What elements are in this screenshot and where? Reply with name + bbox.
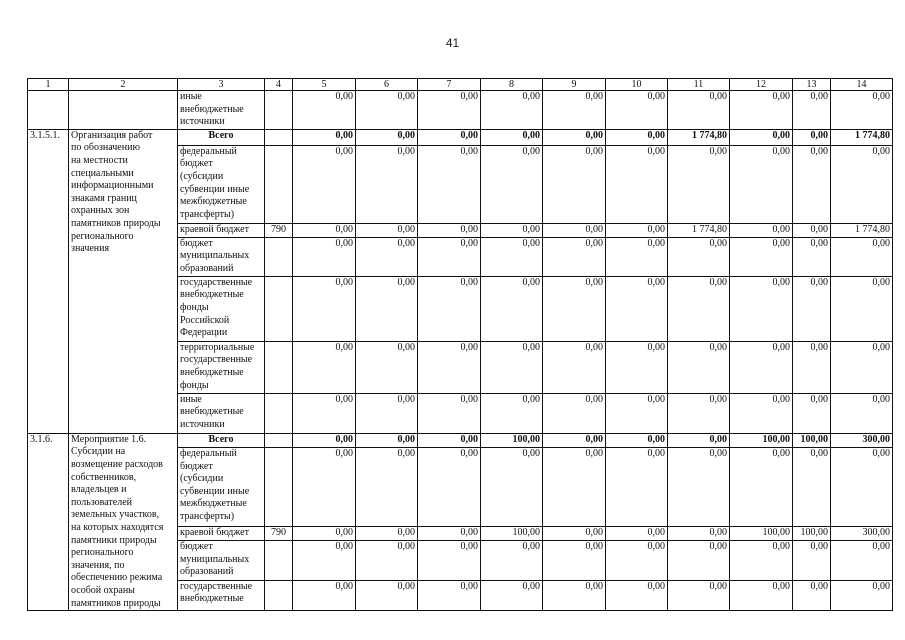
value-cell: 0,00 bbox=[793, 341, 831, 393]
value-cell: 0,00 bbox=[543, 540, 606, 580]
budget-code bbox=[265, 447, 293, 526]
funding-source: бюджет муниципальных образований bbox=[178, 237, 265, 276]
table-row bbox=[28, 91, 893, 130]
value-cell: 0,00 bbox=[543, 129, 606, 145]
column-header-14: 14 bbox=[831, 79, 893, 91]
value-cell: 1 774,80 bbox=[831, 129, 893, 145]
column-header-9: 9 bbox=[543, 79, 606, 91]
value-cell: 0,00 bbox=[481, 237, 543, 276]
value-cell: 0,00 bbox=[481, 540, 543, 580]
value-cell: 0,00 bbox=[481, 145, 543, 223]
value-cell: 0,00 bbox=[793, 540, 831, 580]
column-header-2: 2 bbox=[69, 79, 178, 91]
value-cell: 0,00 bbox=[606, 580, 668, 611]
value-cell: 0,00 bbox=[730, 237, 793, 276]
value-cell: 100,00 bbox=[481, 527, 543, 541]
value-cell: 0,00 bbox=[356, 341, 418, 393]
value-cell: 0,00 bbox=[606, 433, 668, 447]
funding-source: государственные внебюджетные bbox=[178, 580, 265, 611]
section-total-row bbox=[28, 433, 893, 447]
value-cell: 0,00 bbox=[356, 527, 418, 541]
value-cell: 0,00 bbox=[831, 580, 893, 611]
value-cell: 0,00 bbox=[418, 433, 481, 447]
column-header-10: 10 bbox=[606, 79, 668, 91]
budget-code bbox=[265, 129, 293, 145]
value-cell: 0,00 bbox=[668, 276, 730, 341]
value-cell: 0,00 bbox=[606, 447, 668, 526]
funding-source: иные внебюджетные источники bbox=[178, 91, 265, 130]
value-cell: 0,00 bbox=[418, 447, 481, 526]
budget-code bbox=[265, 145, 293, 223]
column-header-12: 12 bbox=[730, 79, 793, 91]
column-header-11: 11 bbox=[668, 79, 730, 91]
value-cell: 0,00 bbox=[793, 223, 831, 237]
row-id bbox=[28, 91, 69, 130]
value-cell: 0,00 bbox=[730, 129, 793, 145]
value-cell: 0,00 bbox=[831, 341, 893, 393]
value-cell: 0,00 bbox=[730, 91, 793, 130]
value-cell: 0,00 bbox=[668, 433, 730, 447]
value-cell: 0,00 bbox=[668, 91, 730, 130]
value-cell: 0,00 bbox=[730, 447, 793, 526]
value-cell: 300,00 bbox=[831, 527, 893, 541]
value-cell: 0,00 bbox=[418, 527, 481, 541]
value-cell: 0,00 bbox=[730, 393, 793, 433]
value-cell: 0,00 bbox=[668, 145, 730, 223]
value-cell: 0,00 bbox=[356, 433, 418, 447]
value-cell: 0,00 bbox=[418, 223, 481, 237]
value-cell: 0,00 bbox=[793, 237, 831, 276]
value-cell: 0,00 bbox=[606, 237, 668, 276]
value-cell: 0,00 bbox=[293, 433, 356, 447]
budget-code: 790 bbox=[265, 223, 293, 237]
budget-code bbox=[265, 91, 293, 130]
value-cell: 0,00 bbox=[793, 580, 831, 611]
budget-code bbox=[265, 580, 293, 611]
page-number: 41 bbox=[445, 36, 460, 50]
column-header-4: 4 bbox=[265, 79, 293, 91]
value-cell: 0,00 bbox=[668, 540, 730, 580]
value-cell: 0,00 bbox=[293, 129, 356, 145]
value-cell: 0,00 bbox=[418, 237, 481, 276]
value-cell: 0,00 bbox=[606, 129, 668, 145]
value-cell: 0,00 bbox=[831, 540, 893, 580]
value-cell: 100,00 bbox=[730, 433, 793, 447]
value-cell: 0,00 bbox=[606, 527, 668, 541]
funding-source: Всего bbox=[178, 129, 265, 145]
value-cell: 0,00 bbox=[668, 580, 730, 611]
value-cell: 0,00 bbox=[293, 527, 356, 541]
value-cell: 0,00 bbox=[831, 447, 893, 526]
value-cell: 0,00 bbox=[543, 145, 606, 223]
table-header bbox=[28, 79, 893, 91]
value-cell: 0,00 bbox=[481, 580, 543, 611]
column-header-5: 5 bbox=[293, 79, 356, 91]
value-cell: 0,00 bbox=[831, 91, 893, 130]
funding-source: иные внебюджетные источники bbox=[178, 393, 265, 433]
value-cell: 0,00 bbox=[543, 433, 606, 447]
value-cell: 0,00 bbox=[418, 341, 481, 393]
value-cell: 1 774,80 bbox=[668, 223, 730, 237]
budget-code bbox=[265, 540, 293, 580]
value-cell: 0,00 bbox=[293, 341, 356, 393]
value-cell: 0,00 bbox=[356, 223, 418, 237]
funding-source: федеральный бюджет (субсидии субвенции иные межбюджетные трансферты) bbox=[178, 447, 265, 526]
value-cell: 0,00 bbox=[481, 393, 543, 433]
value-cell: 0,00 bbox=[793, 393, 831, 433]
row-name bbox=[69, 91, 178, 130]
value-cell: 0,00 bbox=[606, 341, 668, 393]
value-cell: 0,00 bbox=[418, 91, 481, 130]
value-cell: 0,00 bbox=[418, 393, 481, 433]
value-cell: 0,00 bbox=[543, 91, 606, 130]
value-cell: 0,00 bbox=[543, 223, 606, 237]
value-cell: 0,00 bbox=[293, 237, 356, 276]
value-cell: 0,00 bbox=[293, 91, 356, 130]
funding-source: краевой бюджет bbox=[178, 223, 265, 237]
value-cell: 0,00 bbox=[293, 393, 356, 433]
budget-code: 790 bbox=[265, 527, 293, 541]
value-cell: 0,00 bbox=[481, 341, 543, 393]
value-cell: 0,00 bbox=[356, 145, 418, 223]
value-cell: 100,00 bbox=[793, 433, 831, 447]
value-cell: 0,00 bbox=[543, 393, 606, 433]
value-cell: 0,00 bbox=[831, 276, 893, 341]
value-cell: 0,00 bbox=[543, 527, 606, 541]
column-header-7: 7 bbox=[418, 79, 481, 91]
value-cell: 0,00 bbox=[793, 129, 831, 145]
value-cell: 100,00 bbox=[730, 527, 793, 541]
value-cell: 1 774,80 bbox=[831, 223, 893, 237]
value-cell: 0,00 bbox=[481, 276, 543, 341]
value-cell: 0,00 bbox=[668, 237, 730, 276]
value-cell: 0,00 bbox=[293, 580, 356, 611]
value-cell: 0,00 bbox=[356, 580, 418, 611]
column-header-3: 3 bbox=[178, 79, 265, 91]
value-cell: 0,00 bbox=[606, 276, 668, 341]
value-cell: 0,00 bbox=[418, 276, 481, 341]
column-header-1: 1 bbox=[28, 79, 69, 91]
value-cell: 0,00 bbox=[831, 237, 893, 276]
value-cell: 0,00 bbox=[793, 145, 831, 223]
funding-source: государственные внебюджетные фонды Российской Федерации bbox=[178, 276, 265, 341]
value-cell: 0,00 bbox=[418, 540, 481, 580]
column-header-13: 13 bbox=[793, 79, 831, 91]
funding-source: краевой бюджет bbox=[178, 527, 265, 541]
value-cell: 0,00 bbox=[543, 341, 606, 393]
value-cell: 100,00 bbox=[481, 433, 543, 447]
section-total-row bbox=[28, 129, 893, 145]
value-cell: 0,00 bbox=[356, 540, 418, 580]
value-cell: 0,00 bbox=[356, 91, 418, 130]
budget-code bbox=[265, 341, 293, 393]
value-cell: 0,00 bbox=[831, 393, 893, 433]
value-cell: 0,00 bbox=[668, 447, 730, 526]
funding-source: федеральный бюджет (субсидии субвенции иные межбюджетные трансферты) bbox=[178, 145, 265, 223]
value-cell: 0,00 bbox=[543, 276, 606, 341]
value-cell: 0,00 bbox=[831, 145, 893, 223]
value-cell: 0,00 bbox=[418, 580, 481, 611]
value-cell: 0,00 bbox=[730, 341, 793, 393]
value-cell: 0,00 bbox=[606, 540, 668, 580]
budget-code bbox=[265, 276, 293, 341]
section-name: Организация работ по обозначению на местности специальными информационными знакамя границ охранных зон памятников природы регионального значения bbox=[69, 129, 178, 433]
value-cell: 0,00 bbox=[481, 223, 543, 237]
value-cell: 0,00 bbox=[606, 145, 668, 223]
funding-source: территориальные государственные внебюджетные фонды bbox=[178, 341, 265, 393]
value-cell: 0,00 bbox=[793, 91, 831, 130]
value-cell: 0,00 bbox=[543, 447, 606, 526]
column-header-6: 6 bbox=[356, 79, 418, 91]
value-cell: 0,00 bbox=[606, 223, 668, 237]
value-cell: 0,00 bbox=[730, 223, 793, 237]
value-cell: 0,00 bbox=[356, 393, 418, 433]
value-cell: 0,00 bbox=[481, 447, 543, 526]
section-name: Мероприятие 1.6. Субсидии на возмещение расходов собственников, владельцев и пользователей земельных участков, на которых находятся памятники природы регионального значения, по обеспечению режима особой охраны памятников природы bbox=[69, 433, 178, 610]
budget-code bbox=[265, 433, 293, 447]
section-id: 3.1.5.1. bbox=[28, 129, 69, 433]
value-cell: 0,00 bbox=[293, 145, 356, 223]
funding-source: бюджет муниципальных образований bbox=[178, 540, 265, 580]
value-cell: 0,00 bbox=[293, 223, 356, 237]
value-cell: 0,00 bbox=[730, 580, 793, 611]
value-cell: 0,00 bbox=[418, 145, 481, 223]
value-cell: 0,00 bbox=[356, 276, 418, 341]
value-cell: 0,00 bbox=[356, 129, 418, 145]
funding-source: Всего bbox=[178, 433, 265, 447]
budget-table bbox=[27, 78, 893, 611]
column-header-8: 8 bbox=[481, 79, 543, 91]
value-cell: 1 774,80 bbox=[668, 129, 730, 145]
section-id: 3.1.6. bbox=[28, 433, 69, 610]
value-cell: 0,00 bbox=[606, 393, 668, 433]
value-cell: 300,00 bbox=[831, 433, 893, 447]
value-cell: 0,00 bbox=[668, 527, 730, 541]
value-cell: 0,00 bbox=[293, 540, 356, 580]
value-cell: 0,00 bbox=[293, 276, 356, 341]
value-cell: 0,00 bbox=[730, 276, 793, 341]
budget-code bbox=[265, 393, 293, 433]
value-cell: 0,00 bbox=[356, 447, 418, 526]
value-cell: 100,00 bbox=[793, 527, 831, 541]
value-cell: 0,00 bbox=[356, 237, 418, 276]
value-cell: 0,00 bbox=[418, 129, 481, 145]
value-cell: 0,00 bbox=[293, 447, 356, 526]
value-cell: 0,00 bbox=[543, 237, 606, 276]
value-cell: 0,00 bbox=[793, 447, 831, 526]
value-cell: 0,00 bbox=[668, 341, 730, 393]
value-cell: 0,00 bbox=[668, 393, 730, 433]
value-cell: 0,00 bbox=[606, 91, 668, 130]
value-cell: 0,00 bbox=[730, 540, 793, 580]
value-cell: 0,00 bbox=[793, 276, 831, 341]
value-cell: 0,00 bbox=[481, 91, 543, 130]
value-cell: 0,00 bbox=[543, 580, 606, 611]
value-cell: 0,00 bbox=[481, 129, 543, 145]
value-cell: 0,00 bbox=[730, 145, 793, 223]
budget-code bbox=[265, 237, 293, 276]
